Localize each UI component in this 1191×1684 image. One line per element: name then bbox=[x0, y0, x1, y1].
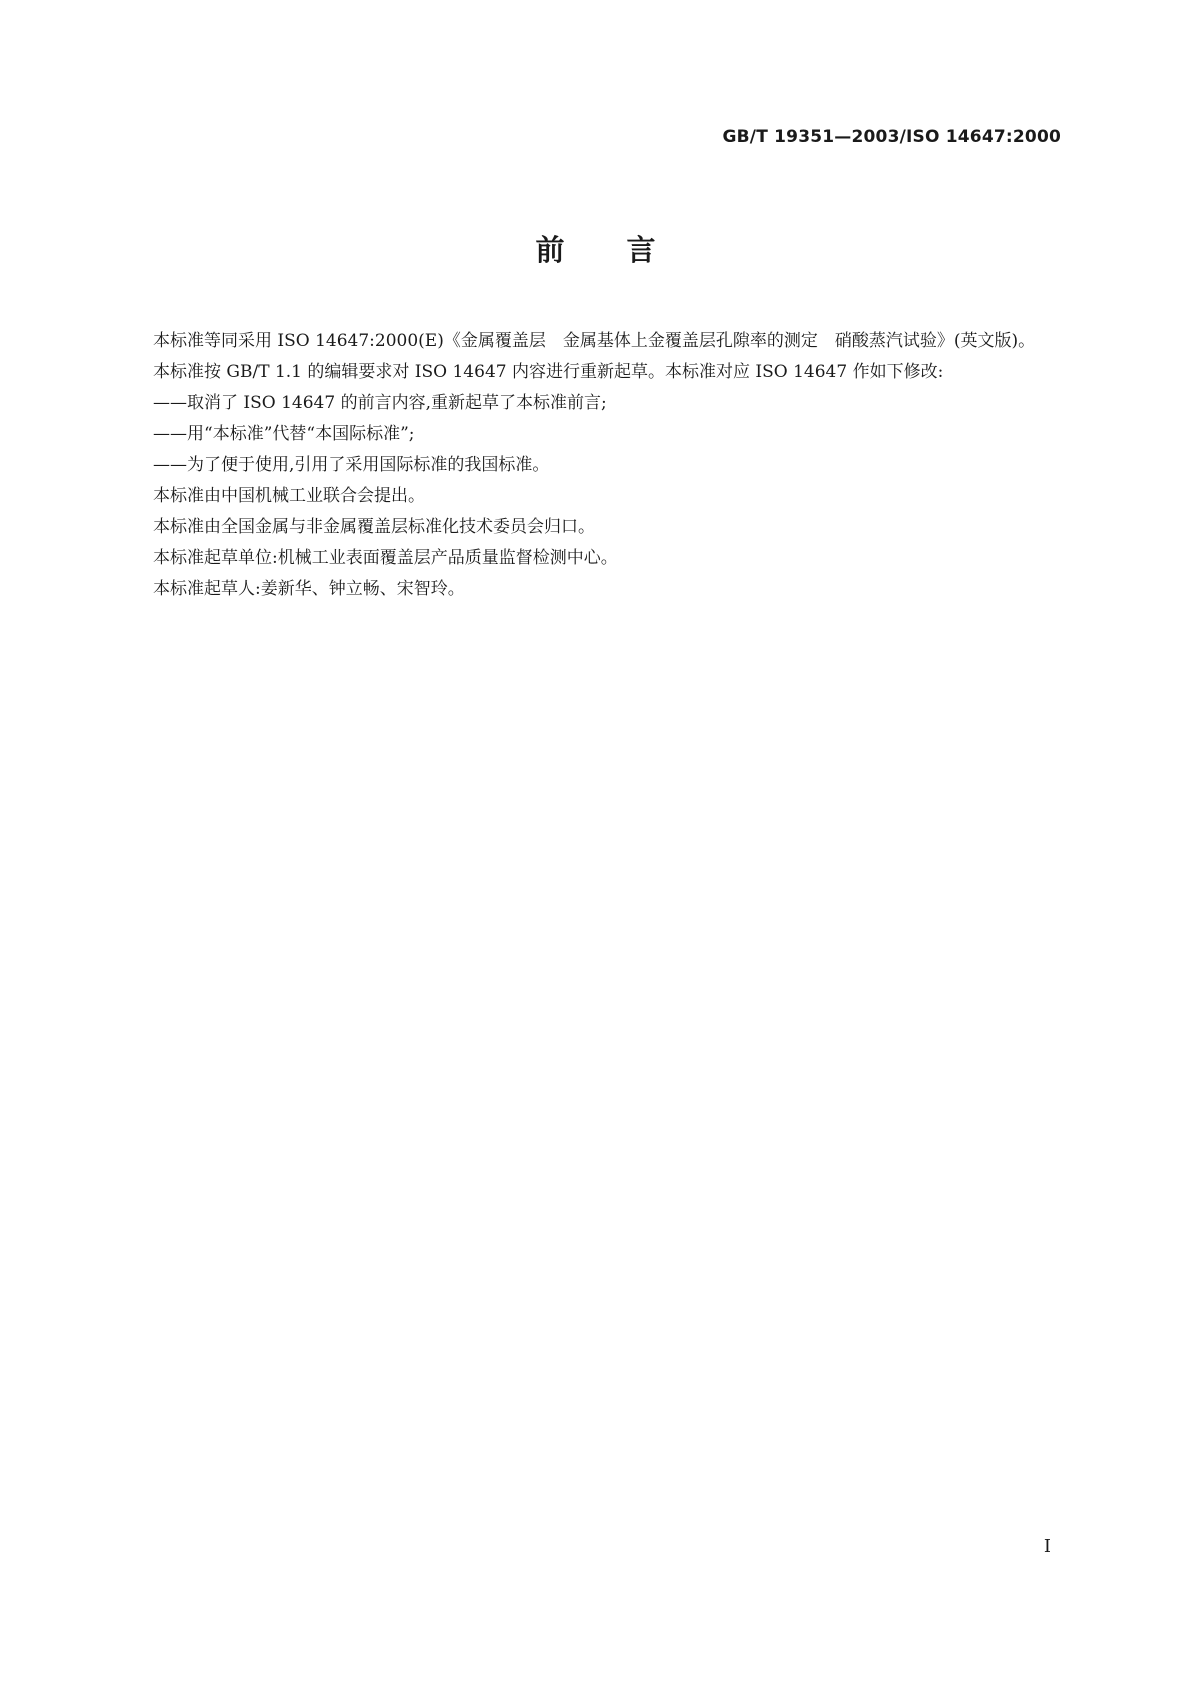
standard-code: GB/T 19351—2003/ISO 14647:2000 bbox=[722, 127, 1061, 147]
paragraph-proposer: 本标准由中国机械工业联合会提出。 bbox=[153, 486, 425, 506]
list-item-change-3: ——为了便于使用,引用了采用国际标准的我国标准。 bbox=[153, 455, 550, 475]
paragraph-drafting-rules: 本标准按 GB/T 1.1 的编辑要求对 ISO 14647 内容进行重新起草。本标准对应 ISO 14647 作如下修改: bbox=[153, 362, 944, 382]
list-item-change-1: ——取消了 ISO 14647 的前言内容,重新起草了本标准前言; bbox=[153, 393, 607, 413]
page-number: I bbox=[1043, 1536, 1051, 1557]
paragraph-adoption: 本标准等同采用 ISO 14647:2000(E)《金属覆盖层 金属基体上金覆盖层孔隙率的测定 硝酸蒸汽试验》(英文版)。 bbox=[153, 331, 1036, 351]
document-body bbox=[119, 326, 1071, 605]
paragraph-drafting-unit: 本标准起草单位:机械工业表面覆盖层产品质量监督检测中心。 bbox=[153, 548, 618, 568]
paragraph-committee: 本标准由全国金属与非金属覆盖层标准化技术委员会归口。 bbox=[153, 517, 595, 537]
paragraph-drafters: 本标准起草人:姜新华、钟立畅、宋智玲。 bbox=[153, 579, 465, 599]
page-title: 前言 bbox=[535, 233, 718, 267]
list-item-change-2: ——用“本标准”代替“本国际标准”; bbox=[153, 424, 415, 444]
